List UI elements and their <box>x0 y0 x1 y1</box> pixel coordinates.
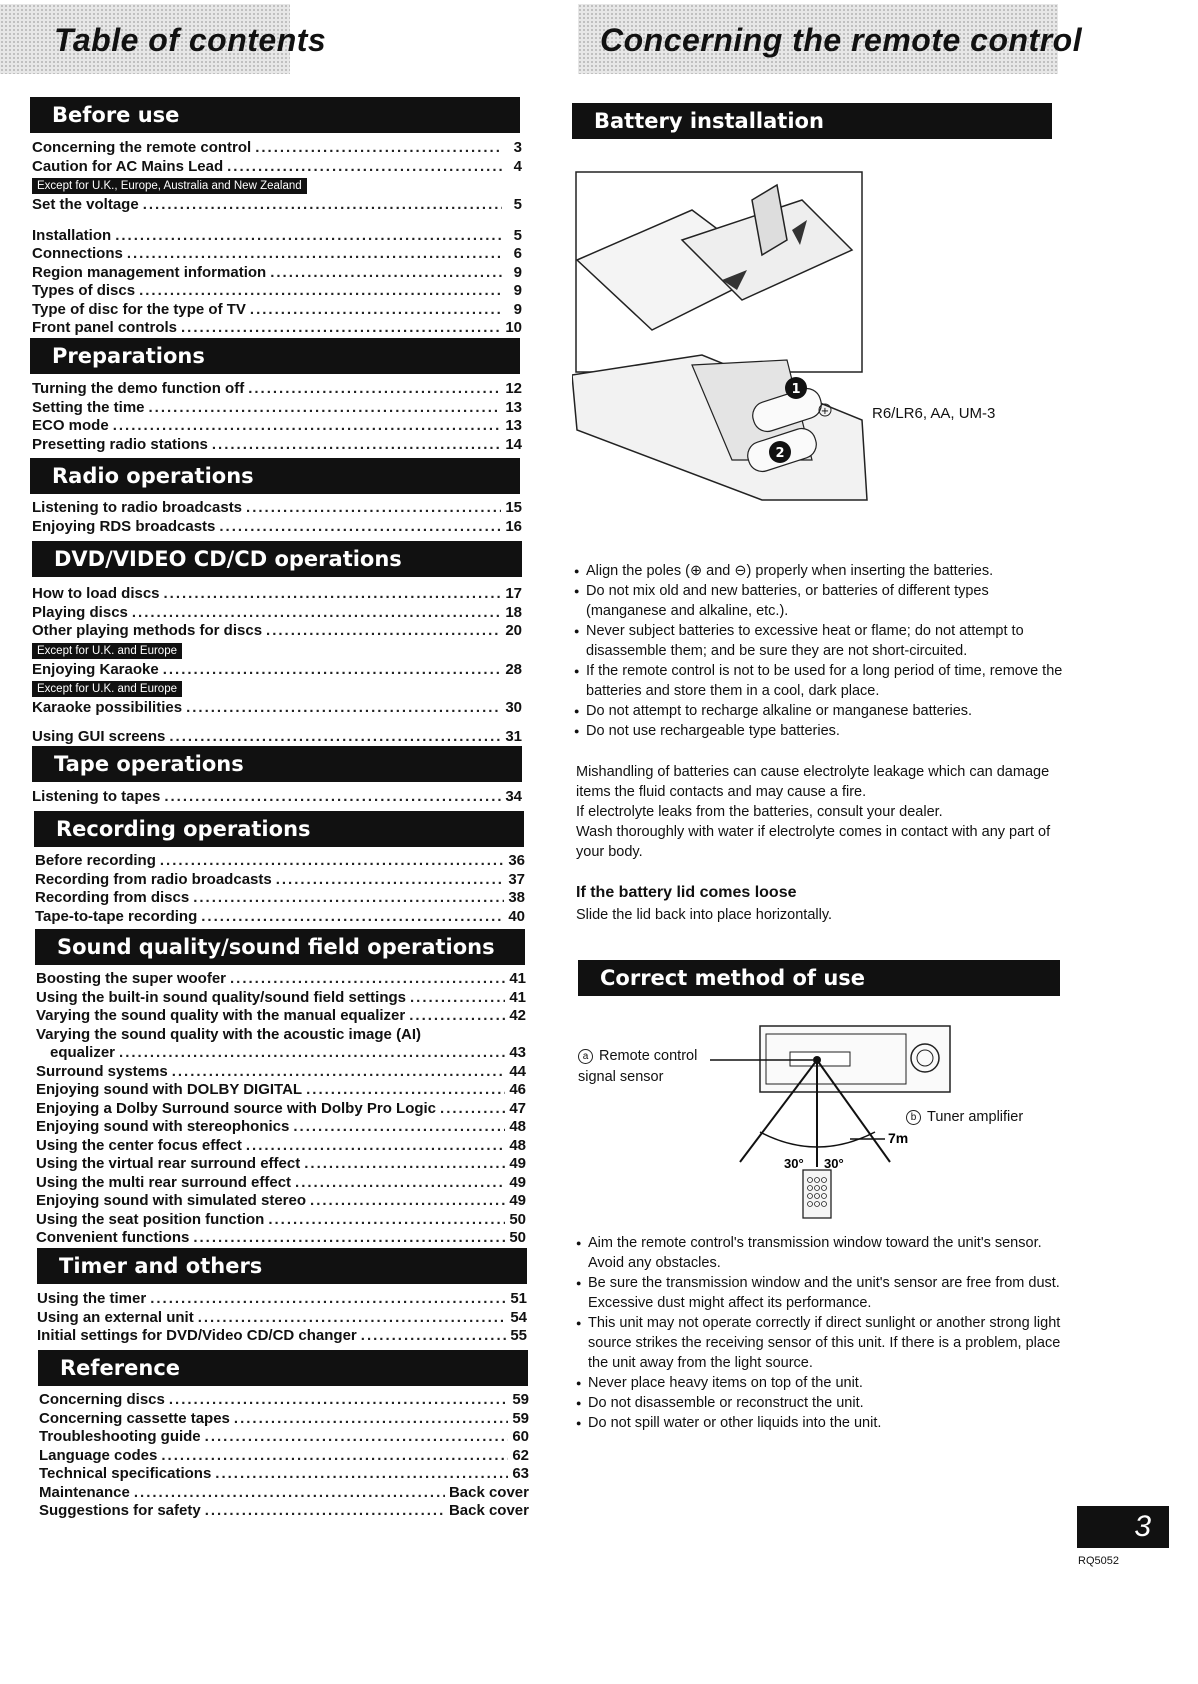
toc-item[interactable]: Presetting radio stations ..... 14 <box>32 436 522 455</box>
toc-item[interactable]: Using the multi rear surround effect ..... 49 <box>36 1174 526 1193</box>
section-reference: Reference <box>38 1350 528 1386</box>
toc-dvd <box>32 585 522 746</box>
region-tag: Except for U.K. and Europe <box>32 681 182 697</box>
toc-item[interactable]: Playing discs ..... 18 <box>32 604 522 623</box>
toc-item[interactable]: Using the virtual rear surround effect ..... 49 <box>36 1155 526 1174</box>
bullet-item: ● This unit may not operate correctly if direct sunlight or another strong light source strikes the receiving sensor of this unit. If there is a problem, place the unit away from the light source. <box>576 1313 1066 1373</box>
battery-type-label: R6/LR6, AA, UM-3 <box>872 405 996 422</box>
page-number: 3 <box>1077 1506 1169 1548</box>
loose-lid-heading: If the battery lid comes loose <box>576 884 797 901</box>
toc-radio <box>32 499 522 536</box>
svg-text:2: 2 <box>775 446 785 461</box>
svg-text:+: + <box>820 406 830 417</box>
toc-item[interactable]: Surround systems ..... 44 <box>36 1063 526 1082</box>
correct-use-bullets <box>576 1233 1066 1433</box>
toc-item[interactable]: Enjoying sound with simulated stereo ..... 49 <box>36 1192 526 1211</box>
toc-item[interactable]: Karaoke possibilities ..... 30 <box>32 699 522 718</box>
section-recording: Recording operations <box>34 811 524 847</box>
toc-item[interactable]: Setting the time ..... 13 <box>32 399 522 418</box>
toc-item[interactable]: Varying the sound quality with the acoustic image (AI) <box>36 1025 422 1043</box>
toc-item[interactable]: Language codes ..... 62 <box>39 1447 529 1466</box>
region-tag: Except for U.K. and Europe <box>32 643 182 659</box>
toc-item[interactable]: Recording from radio broadcasts ..... 37 <box>35 871 525 890</box>
bullet-item: ● Never place heavy items on top of the unit. <box>576 1373 1066 1393</box>
toc-item[interactable]: Using the center focus effect ..... 48 <box>36 1137 526 1156</box>
section-before-use: Before use <box>30 97 520 133</box>
label-b-marker: b <box>906 1110 921 1125</box>
toc-item[interactable]: Region management information ..... 9 <box>32 264 522 283</box>
toc-item[interactable]: equalizer ..... 43 <box>36 1044 526 1063</box>
toc-item[interactable]: Suggestions for safety ..... Back cover <box>39 1502 529 1521</box>
toc-item[interactable]: Maintenance ..... Back cover <box>39 1484 529 1503</box>
angle-left-label: 30° <box>784 1156 804 1171</box>
toc-item[interactable]: ECO mode ..... 13 <box>32 417 522 436</box>
toc-item[interactable]: Listening to radio broadcasts ..... 15 <box>32 499 522 518</box>
bullet-item: ● Never subject batteries to excessive heat or flame; do not attempt to disassemble them; and be sure they are not short-circuited. <box>574 621 1064 661</box>
document-code: RQ5052 <box>1078 1555 1119 1567</box>
region-tag: Except for U.K., Europe, Australia and New Zealand <box>32 178 307 194</box>
remote-title: Concerning the remote control <box>600 22 1083 58</box>
sensor-label: a Remote control signal sensor <box>578 1048 698 1085</box>
battery-bullets <box>574 561 1064 741</box>
bullet-item: ● Aim the remote control's transmission window toward the unit's sensor. Avoid any obstacles. <box>576 1233 1066 1273</box>
toc-reference <box>39 1391 529 1521</box>
toc-item[interactable]: Initial settings for DVD/Video CD/CD changer ..... 55 <box>37 1327 527 1346</box>
toc-item[interactable]: Using the timer ..... 51 <box>37 1290 527 1309</box>
toc-item[interactable]: Enjoying RDS broadcasts ..... 16 <box>32 518 522 537</box>
toc-item[interactable]: Using the built-in sound quality/sound field settings ..... 41 <box>36 989 526 1008</box>
label-a-marker: a <box>578 1049 593 1064</box>
toc-tape <box>32 788 522 807</box>
toc-item[interactable]: Technical specifications ..... 63 <box>39 1465 529 1484</box>
loose-lid-text: Slide the lid back into place horizontally. <box>576 907 833 923</box>
battery-installation-illustration <box>572 170 882 540</box>
bullet-item: ● Do not spill water or other liquids into the unit. <box>576 1413 1066 1433</box>
toc-title: Table of contents <box>54 22 327 58</box>
distance-label: 7m <box>888 1130 909 1146</box>
toc-recording <box>35 852 525 926</box>
battery-warning: Mishandling of batteries can cause electrolyte leakage which can damage items the fluid contacts and may cause a fire. If electrolyte leaks from the batteries, consult your dealer. Wash thoroughly with water if electrolyte comes in contact with any part of your body. <box>576 764 1051 860</box>
toc-item[interactable]: Other playing methods for discs ..... 20 <box>32 622 522 641</box>
toc-item[interactable]: How to load discs ..... 17 <box>32 585 522 604</box>
toc-item[interactable]: Before recording ..... 36 <box>35 852 525 871</box>
toc-item[interactable]: Concerning cassette tapes ..... 59 <box>39 1410 529 1429</box>
toc-item[interactable]: Tape-to-tape recording ..... 40 <box>35 908 525 927</box>
toc-item[interactable]: Convenient functions ..... 50 <box>36 1229 526 1248</box>
toc-item[interactable]: Recording from discs ..... 38 <box>35 889 525 908</box>
toc-item[interactable]: Connections ..... 6 <box>32 245 522 264</box>
svg-text:1: 1 <box>791 382 801 397</box>
bullet-item: ● Do not use rechargeable type batteries. <box>574 721 1064 741</box>
section-sound: Sound quality/sound field operations <box>35 929 525 965</box>
toc-item[interactable]: Using the seat position function ..... 50 <box>36 1211 526 1230</box>
toc-before-use <box>32 139 522 338</box>
toc-item[interactable]: Enjoying a Dolby Surround source with Dolby Pro Logic ..... 47 <box>36 1100 526 1119</box>
section-radio: Radio operations <box>30 458 520 494</box>
toc-item[interactable]: Troubleshooting guide ..... 60 <box>39 1428 529 1447</box>
toc-item[interactable]: Concerning the remote control ..... 3 <box>32 139 522 158</box>
toc-item[interactable]: Turning the demo function off ..... 12 <box>32 380 522 399</box>
toc-item[interactable]: Front panel controls ..... 10 <box>32 319 522 338</box>
section-battery-installation: Battery installation <box>572 103 1052 139</box>
bullet-item: ● Do not disassemble or reconstruct the unit. <box>576 1393 1066 1413</box>
angle-right-label: 30° <box>824 1156 844 1171</box>
tuner-amplifier-label: b Tuner amplifier <box>906 1107 1023 1127</box>
toc-item[interactable]: Enjoying sound with stereophonics ..... 48 <box>36 1118 526 1137</box>
toc-item[interactable]: Set the voltage ..... 5 <box>32 196 522 215</box>
toc-item[interactable]: Varying the sound quality with the manual equalizer ..... 42 <box>36 1007 526 1026</box>
toc-item[interactable]: Caution for AC Mains Lead ..... 4 <box>32 158 522 177</box>
toc-item[interactable]: Listening to tapes ..... 34 <box>32 788 522 807</box>
bullet-item: ● Be sure the transmission window and the unit's sensor are free from dust. Excessive dust might affect its performance. <box>576 1273 1066 1313</box>
toc-item[interactable]: Enjoying sound with DOLBY DIGITAL ..... 46 <box>36 1081 526 1100</box>
toc-item[interactable]: Installation ..... 5 <box>32 227 522 246</box>
toc-item[interactable]: Type of disc for the type of TV ..... 9 <box>32 301 522 320</box>
section-preparations: Preparations <box>30 338 520 374</box>
section-timer: Timer and others <box>37 1248 527 1284</box>
toc-timer <box>37 1290 527 1346</box>
section-correct-use: Correct method of use <box>578 960 1060 996</box>
section-tape: Tape operations <box>32 746 522 782</box>
bullet-item: ● Do not attempt to recharge alkaline or manganese batteries. <box>574 701 1064 721</box>
toc-item[interactable]: Boosting the super woofer ..... 41 <box>36 970 526 989</box>
bullet-item: ● Do not mix old and new batteries, or batteries of different types (manganese and alkaline, etc.). <box>574 581 1064 621</box>
toc-item[interactable]: Concerning discs ..... 59 <box>39 1391 529 1410</box>
bullet-item: ● Align the poles (⊕ and ⊖) properly when inserting the batteries. <box>574 561 1064 581</box>
section-dvd: DVD/VIDEO CD/CD operations <box>32 541 522 577</box>
toc-preparations <box>32 380 522 454</box>
toc-item[interactable]: Using an external unit ..... 54 <box>37 1309 527 1328</box>
toc-item[interactable]: Using GUI screens ..... 31 <box>32 728 522 747</box>
toc-item[interactable]: Enjoying Karaoke ..... 28 <box>32 661 522 680</box>
toc-sound <box>36 970 526 1248</box>
toc-item[interactable]: Types of discs ..... 9 <box>32 282 522 301</box>
bullet-item: ● If the remote control is not to be used for a long period of time, remove the batteries and store them in a cool, dark place. <box>574 661 1064 701</box>
